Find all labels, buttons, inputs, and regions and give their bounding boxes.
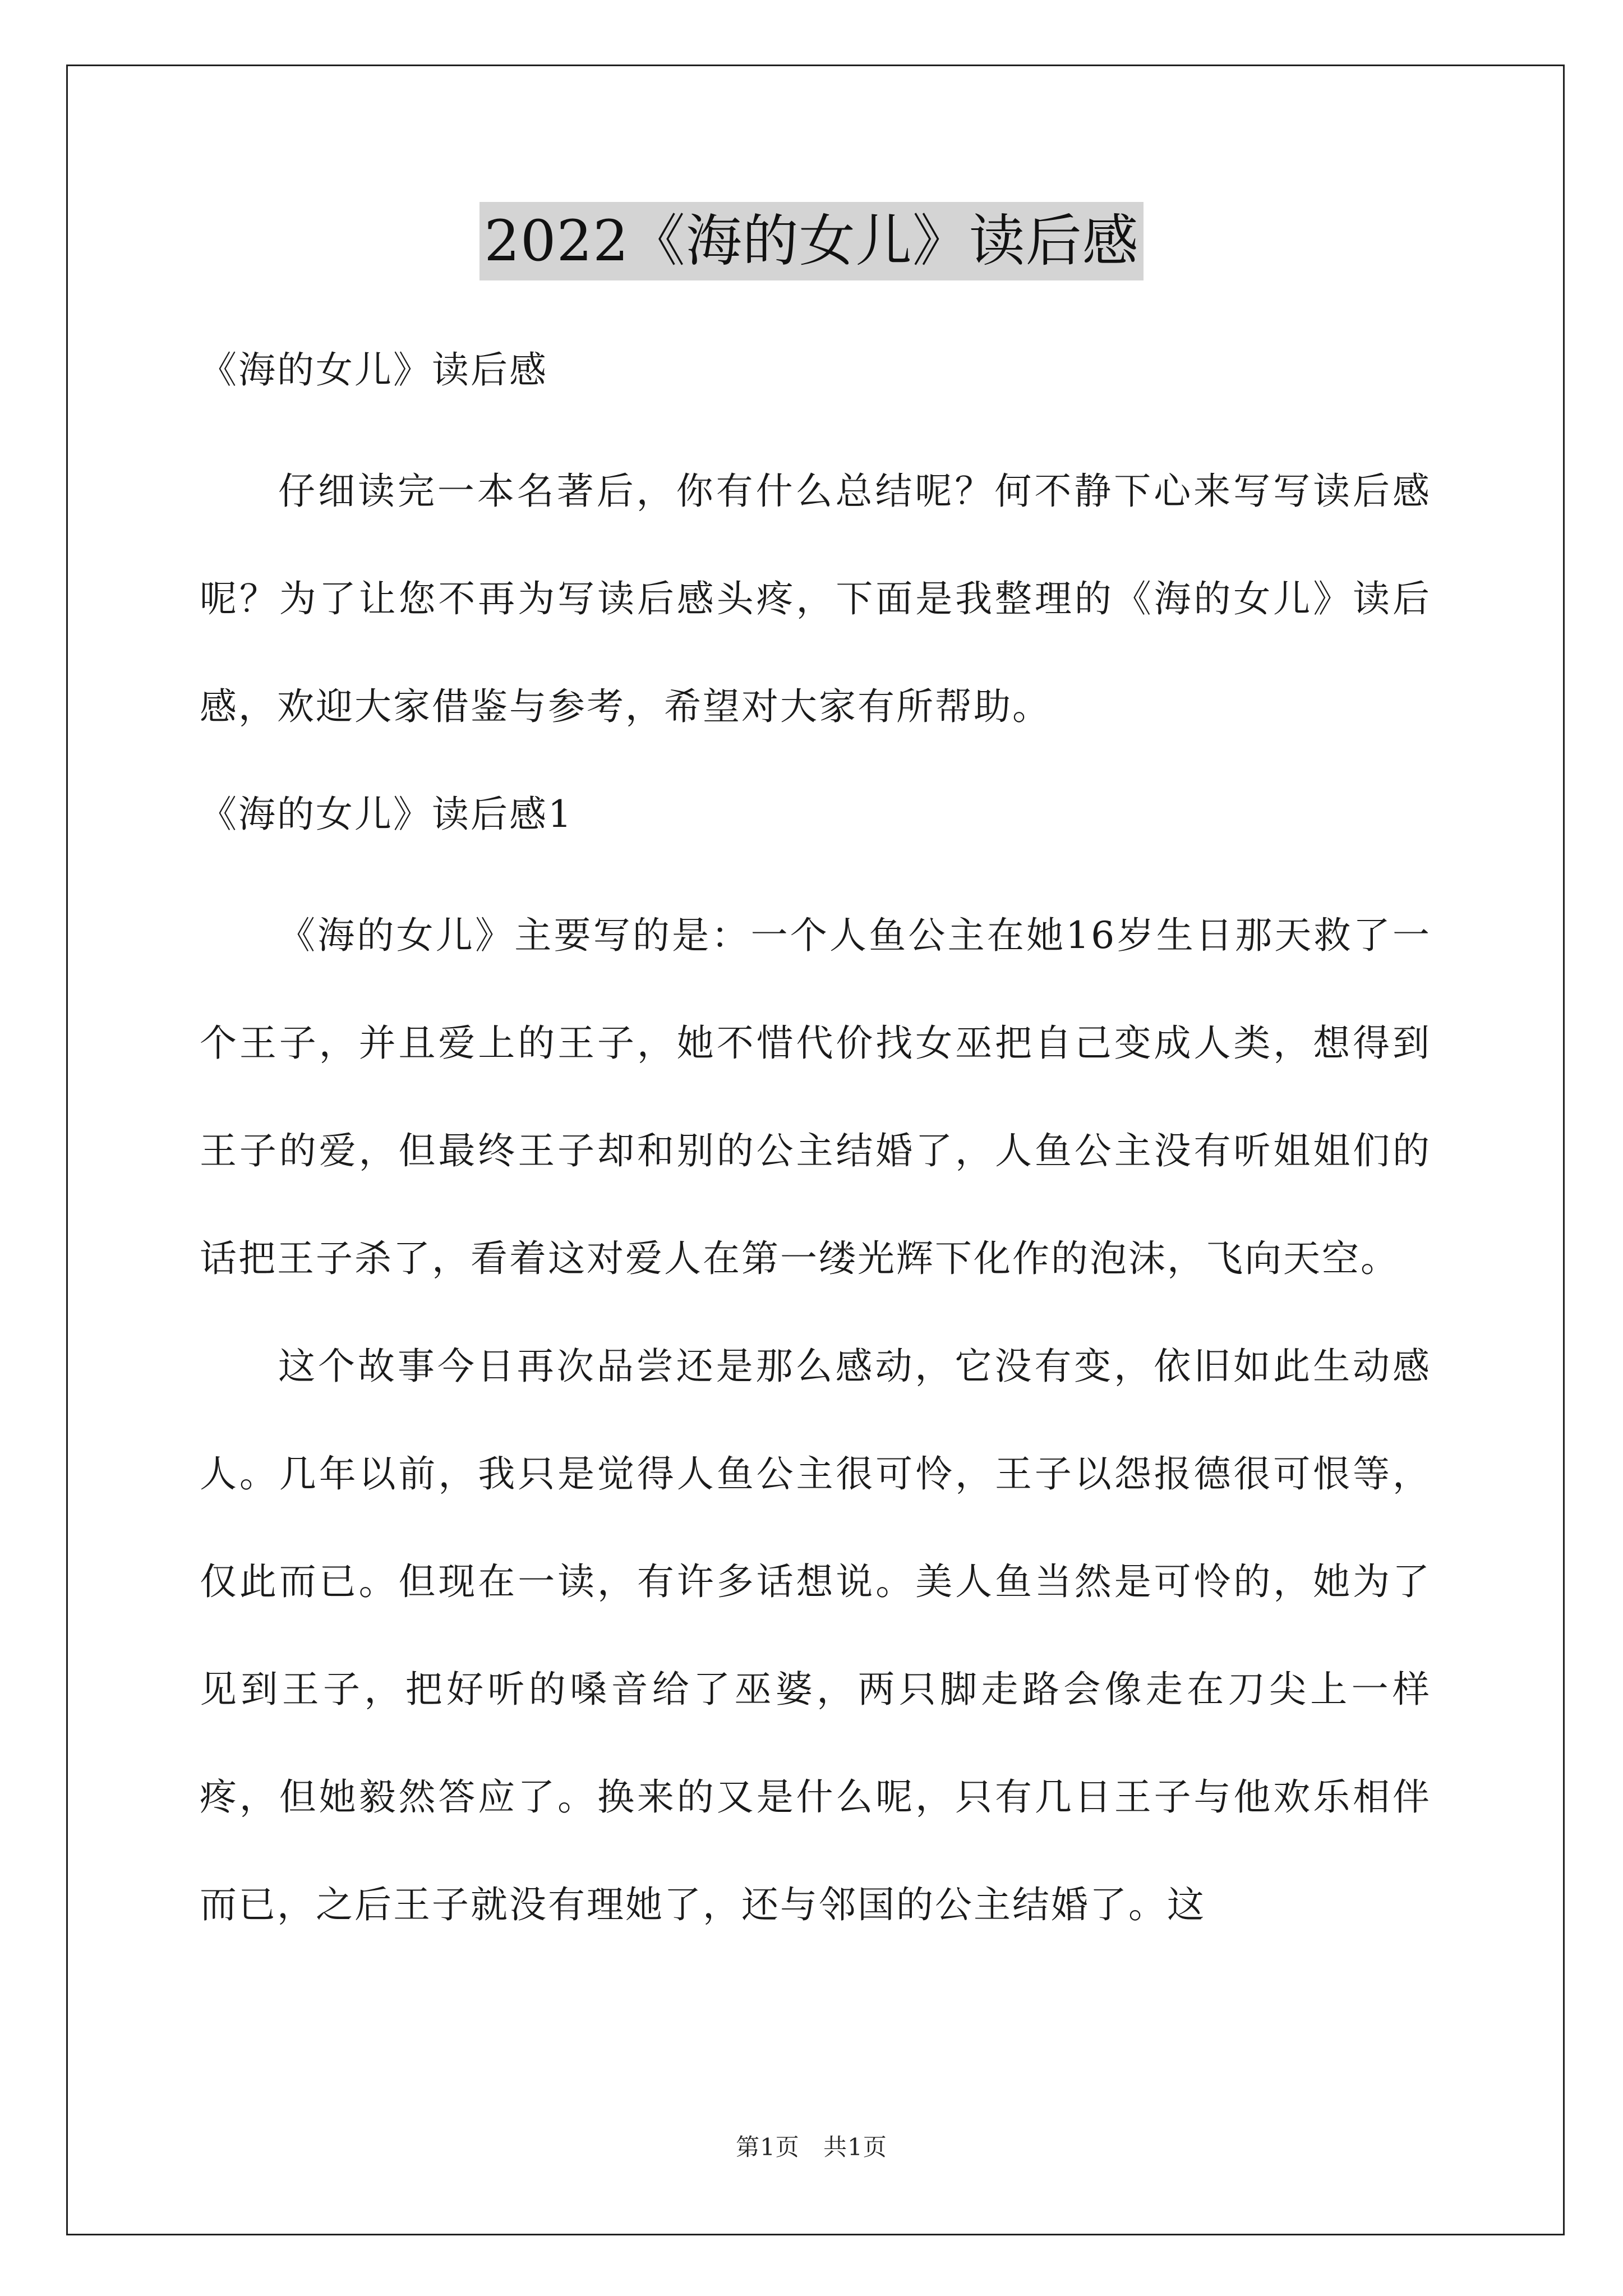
page-number: 第1页 [736, 2133, 800, 2161]
intro-section [200, 438, 1431, 761]
document-subtitle: 《海的女儿》读后感 [200, 348, 548, 392]
intro-paragraph: 仔细读完一本名著后，你有什么总结呢？何不静下心来写写读后感呢？为了让您不再为写读后感头疼，下面是我整理的《海的女儿》读后感，欢迎大家借鉴与参考，希望对大家有所帮助。 [200, 470, 1431, 728]
body-paragraph-2: 这个故事今日再次品尝还是那么感动，它没有变，依旧如此生动感人。几年以前，我只是觉得人鱼公主很可怜，王子以怨报德很可恨等，仅此而已。但现在一读，有许多话想说。美人鱼当然是可怜的，她为了见到王子，把好听的嗓音给了巫婆，两只脚走路会像走在刀尖上一样疼，但她毅然答应了。换来的又是什么呢，只有几日王子与他欢乐相伴而已，之后王子就没有理她了，还与邻国的公主结婚了。这 [200, 1345, 1431, 1926]
article-body [200, 882, 1431, 1959]
section-heading: 《海的女儿》读后感1 [200, 793, 573, 836]
page-total: 共1页 [823, 2133, 887, 2161]
body-paragraph-1: 《海的女儿》主要写的是：一个人鱼公主在她16岁生日那天救了一个王子，并且爱上的王子，她不惜代价找女巫把自己变成人类，想得到王子的爱，但最终王子却和别的公主结婚了，人鱼公主没有听姐姐们的话把王子杀了，看着这对爱人在第一缕光辉下化作的泡沫，飞向天空。 [200, 914, 1431, 1280]
page-footer [0, 2129, 1623, 2162]
document-title: 2022《海的女儿》读后感 [479, 202, 1144, 280]
title-container [0, 202, 1623, 280]
